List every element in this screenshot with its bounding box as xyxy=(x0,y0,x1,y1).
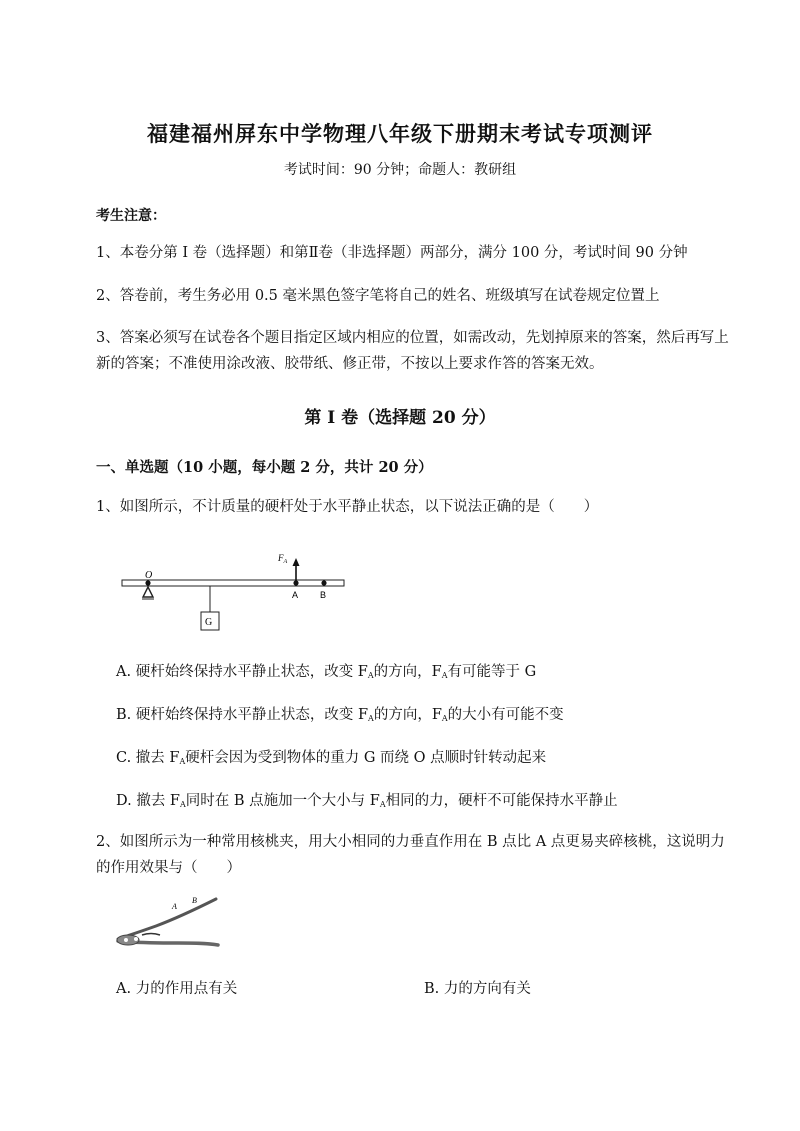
q2-option-a[interactable]: A. 力的作用点有关 xyxy=(116,981,238,997)
label-a: A xyxy=(292,590,299,600)
exam-info: 考试时间：90 分钟；命题人：教研组 xyxy=(283,162,517,178)
notice-item-1: 1、本卷分第 I 卷（选择题）和第Ⅱ卷（非选择题）两部分，满分 100 分，考试时间 90 分钟 xyxy=(96,245,688,261)
label-b: B xyxy=(320,590,327,600)
q1-option-a[interactable]: A. 硬杆始终保持水平静止状态，改变 $F_A$的方向，$F_A$有可能等于 G xyxy=(116,664,537,680)
pivot-point-o xyxy=(145,580,150,585)
lever-bar xyxy=(122,580,344,586)
q2-option-b[interactable]: B. 力的方向有关 xyxy=(424,981,531,997)
label-o: O xyxy=(145,570,153,581)
label-a: A xyxy=(172,902,177,911)
notice-item-2: 2、答卷前，考生务必用 0.5 毫米黑色签字笔将自己的姓名、班级填写在试卷规定位置上 xyxy=(96,288,660,304)
lever-diagram xyxy=(118,548,348,638)
q1-option-b[interactable]: B. 硬杆始终保持水平静止状态，改变 $F_A$的方向，$F_A$的大小有可能不变 xyxy=(116,707,564,723)
nutcracker-image xyxy=(112,893,224,955)
label-b: B xyxy=(192,896,197,905)
q1-option-d[interactable]: D. 撤去 $F_A$同时在 B 点施加一个大小与 $F_A$相同的力，硬杆不可能保持水平静止 xyxy=(116,793,618,809)
notice-item-3: 3、答案必须写在试卷各个题目指定区域内相应的位置，如需改动，先划掉原来的答案，然后再写上新的答案；不准使用涂改液、胶带纸、修正带，不按以上要求作答的答案无效。 xyxy=(96,330,729,372)
question-1-stem: 1、如图所示，不计质量的硬杆处于水平静止状态，以下说法正确的是（ ） xyxy=(96,499,599,515)
page-title: 福建福州屏东中学物理八年级下册期末考试专项测评 xyxy=(147,121,653,146)
notice-heading: 考生注意： xyxy=(96,208,166,224)
q1-option-c[interactable]: C. 撤去 $F_A$硬杆会因为受到物体的重力 G 而绕 O 点顺时针转动起来 xyxy=(116,750,547,766)
point-b xyxy=(321,580,326,585)
part-heading: 一、单选题（10 小题，每小题 2 分，共计 20 分） xyxy=(96,459,433,476)
label-g: G xyxy=(205,617,213,628)
question-2-stem: 2、如图所示为一种常用核桃夹，用大小相同的力垂直作用在 B 点比 A 点更易夹碎核桃，这说明力的作用效果与（ ） xyxy=(96,834,725,876)
section-title: 第 I 卷（选择题 20 分） xyxy=(304,408,496,428)
label-fa: $F_A$ xyxy=(278,553,288,565)
fulcrum xyxy=(143,587,153,597)
